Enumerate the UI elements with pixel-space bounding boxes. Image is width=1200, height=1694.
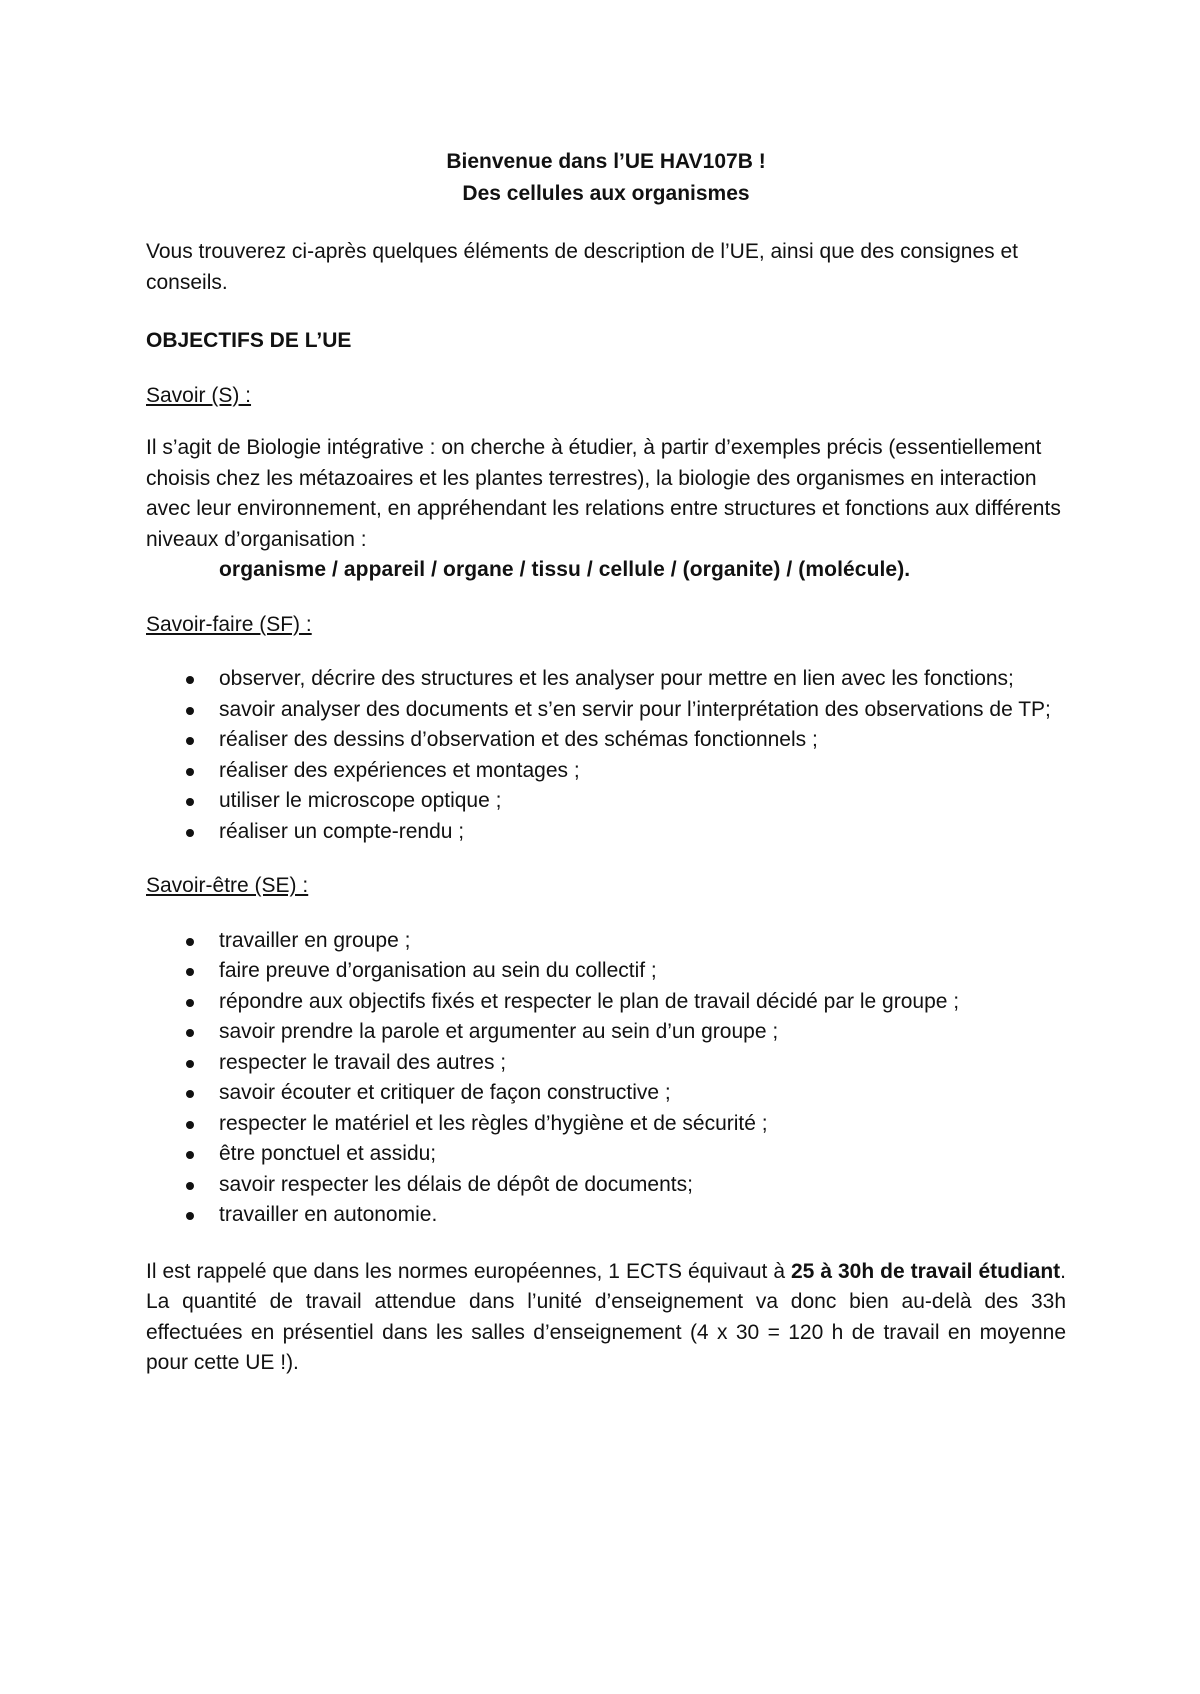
bullet-icon bbox=[186, 737, 194, 745]
list-item bbox=[146, 817, 1066, 848]
bullet-icon bbox=[186, 1060, 194, 1068]
list-item-text: réaliser un compte-rendu ; bbox=[219, 819, 465, 843]
list-item-text: utiliser le microscope optique ; bbox=[219, 789, 502, 812]
bullet-icon bbox=[186, 938, 194, 946]
bullet-icon bbox=[186, 798, 194, 806]
list-item bbox=[146, 1109, 1066, 1140]
bullet-icon bbox=[186, 1121, 194, 1129]
list-item bbox=[146, 664, 1066, 695]
list-item-text: répondre aux objectifs fixés et respecter le plan de travail décidé par le groupe ; bbox=[219, 989, 960, 1013]
ects-paragraph bbox=[146, 1257, 1066, 1379]
bullet-icon bbox=[186, 1212, 194, 1220]
title-line-2: Des cellules aux organismes bbox=[462, 182, 750, 205]
list-item-text: savoir prendre la parole et argumenter au sein d’un groupe ; bbox=[219, 1020, 779, 1043]
list-item-text: travailler en groupe ; bbox=[219, 928, 411, 952]
objectives-heading: OBJECTIFS DE L’UE bbox=[146, 329, 352, 352]
bullet-icon bbox=[186, 707, 194, 715]
list-item bbox=[146, 987, 1066, 1018]
ects-workload-emphasis: 25 à 30h de travail étudiant bbox=[790, 1259, 1061, 1283]
list-item bbox=[146, 695, 1066, 726]
list-item bbox=[146, 1017, 1066, 1048]
savoir-etre-list bbox=[146, 926, 1066, 1231]
bullet-icon bbox=[186, 1029, 194, 1037]
list-item bbox=[146, 786, 1066, 817]
ects-text-start: Il est rappelé que dans les normes européennes, 1 ECTS équivaut à bbox=[146, 1259, 791, 1283]
intro-paragraph: Vous trouverez ci-après quelques éléments de description de l’UE, ainsi que des consignes et conseils. bbox=[146, 240, 1019, 294]
bullet-icon bbox=[186, 676, 194, 684]
list-item-text: respecter le matériel et les règles d’hygiène et de sécurité ; bbox=[219, 1111, 768, 1135]
list-item-text: être ponctuel et assidu; bbox=[219, 1142, 437, 1165]
list-item-text: savoir respecter les délais de dépôt de documents; bbox=[219, 1172, 693, 1196]
savoir-etre-heading: Savoir-être (SE) : bbox=[146, 874, 309, 897]
list-item-text: savoir analyser des documents et s’en servir pour l’interprétation des observations de TP; bbox=[219, 697, 1051, 721]
bullet-icon bbox=[186, 1090, 194, 1098]
list-item bbox=[146, 926, 1066, 957]
savoir-faire-heading: Savoir-faire (SF) : bbox=[146, 612, 312, 636]
list-item bbox=[146, 1170, 1066, 1201]
list-item-text: savoir écouter et critiquer de façon constructive ; bbox=[219, 1081, 671, 1104]
list-item bbox=[146, 956, 1066, 987]
organisation-levels: organisme / appareil / organe / tissu / cellule / (organite) / (molécule). bbox=[219, 558, 911, 581]
savoir-faire-list bbox=[146, 664, 1066, 847]
bullet-icon bbox=[186, 999, 194, 1007]
bullet-icon bbox=[186, 829, 194, 837]
bullet-icon bbox=[186, 768, 194, 776]
document-title bbox=[146, 146, 1066, 210]
list-item bbox=[146, 756, 1066, 787]
list-item bbox=[146, 1048, 1066, 1079]
ects-text-end: . La quantité de travail attendue dans l’unité d’enseignement va donc bien au-delà des 33h effectuées en présentiel dans les salles d’enseignement (4 x 30 = 120 h de travail en moyenne pour cette UE !). bbox=[146, 1259, 1066, 1374]
list-item-text: travailler en autonomie. bbox=[219, 1203, 438, 1226]
list-item bbox=[146, 725, 1066, 756]
list-item-text: faire preuve d’organisation au sein du collectif ; bbox=[219, 959, 657, 982]
document-content bbox=[146, 146, 1066, 1379]
list-item-text: réaliser des dessins d’observation et des schémas fonctionnels ; bbox=[219, 728, 818, 751]
list-item-text: observer, décrire des structures et les analyser pour mettre en lien avec les fonctions; bbox=[219, 667, 1014, 690]
list-item-text: respecter le travail des autres ; bbox=[219, 1050, 507, 1074]
list-item-text: réaliser des expériences et montages ; bbox=[219, 758, 580, 782]
savoir-heading: Savoir (S) : bbox=[146, 383, 252, 407]
list-item bbox=[146, 1200, 1066, 1231]
bullet-icon bbox=[186, 968, 194, 976]
savoir-paragraph: Il s’agit de Biologie intégrative : on cherche à étudier, à partir d’exemples précis (essentiellement choisis chez les métazoaires et les plantes terrestres), la biologie des organismes en interaction avec leur environnement, en appréhendant les relations entre structures et fonctions aux différents niveaux d’organisation : bbox=[146, 436, 1061, 551]
list-item bbox=[146, 1139, 1066, 1170]
bullet-icon bbox=[186, 1151, 194, 1159]
list-item bbox=[146, 1078, 1066, 1109]
bullet-icon bbox=[186, 1182, 194, 1190]
title-line-1: Bienvenue dans l’UE HAV107B ! bbox=[446, 150, 766, 173]
